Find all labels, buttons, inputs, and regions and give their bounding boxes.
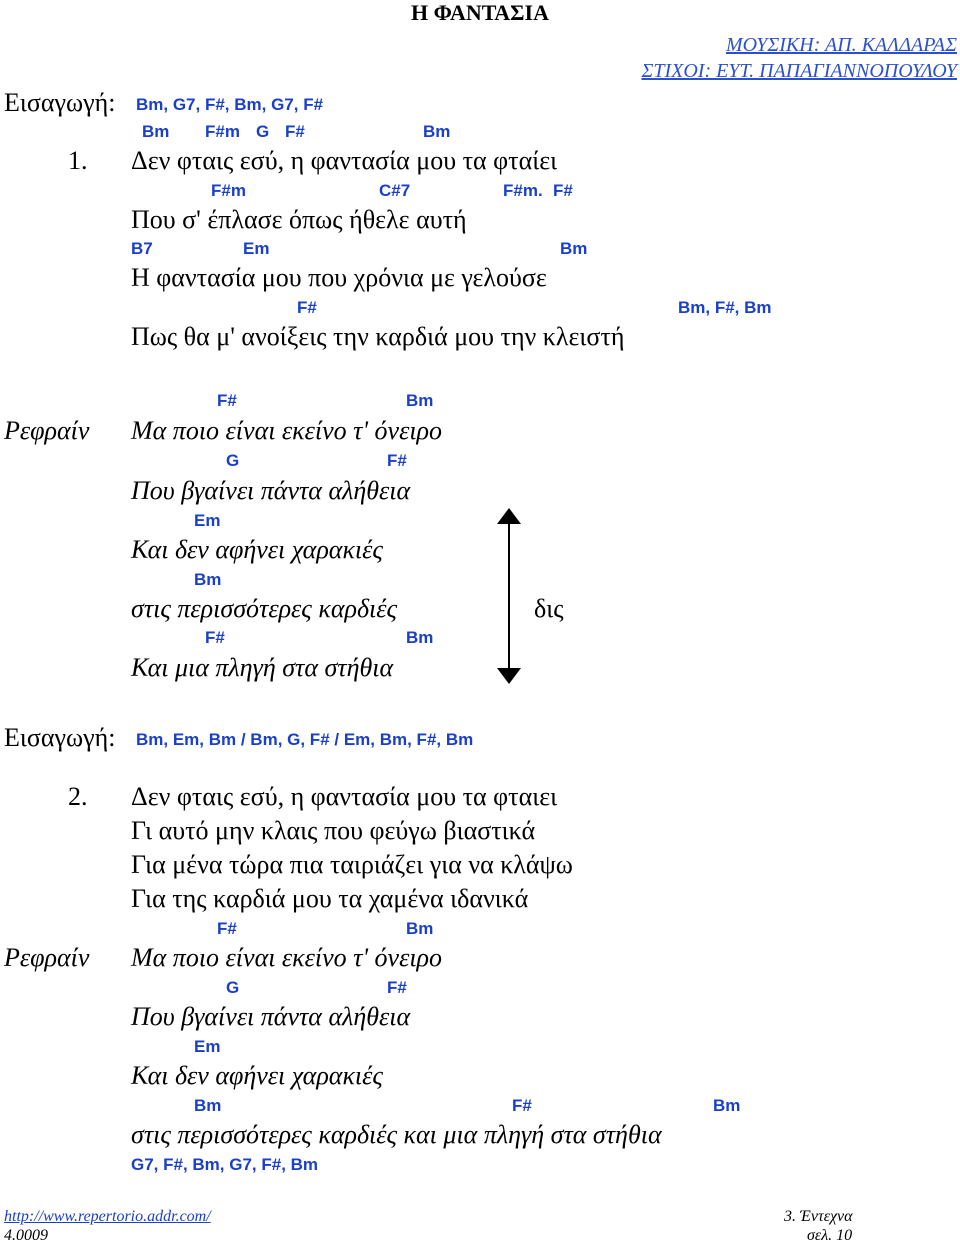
lyric-line: Και δεν αφήνει χαρακιές [131, 535, 383, 564]
song-title: Η ΦΑΝΤΑΣΙΑ [411, 0, 549, 25]
chord: Bm [406, 628, 434, 647]
chord: Bm [406, 919, 434, 938]
repeat-arrow-icon [494, 508, 524, 684]
intro-chords: Bm, G7, F#, Bm, G7, F# [136, 95, 324, 114]
lyric-line: Γι αυτό μην κλαις που φεύγω βιαστικά [131, 816, 536, 845]
lyric-line: Πως θα μ' ανοίξεις την καρδιά μου την κλειστή [131, 322, 625, 351]
intro-label: Εισαγωγή: [4, 723, 116, 752]
version: 4.0009 [4, 1227, 48, 1244]
website-link[interactable]: http://www.repertorio.addr.com/ [4, 1208, 211, 1225]
lyric-line: Δεν φταις εσύ, η φαντασία μου τα φταίει [131, 146, 558, 175]
chord: F#m. [503, 181, 543, 200]
lyric-line: στις περισσότερες καρδιές [131, 594, 398, 623]
lyric-line: Μα ποιο είναι εκείνο τ' όνειρο [131, 416, 443, 445]
chord: F# [217, 919, 237, 938]
lyric-line: Η φαντασία μου που χρόνια με γελούσε [131, 263, 547, 292]
lyric-line: Μα ποιο είναι εκείνο τ' όνειρο [131, 943, 443, 972]
chord: G [256, 122, 270, 141]
chord: F# [512, 1096, 532, 1115]
chord: G [226, 451, 240, 470]
verse-number: 1. [68, 146, 88, 175]
lyric-line: Που σ' έπλασε όπως ήθελε αυτή [131, 205, 467, 234]
music-credit: ΜΟΥΣΙΚΗ: ΑΠ. ΚΑΛΔΑΡΑΣ [725, 34, 957, 56]
chord: F# [553, 181, 573, 200]
lyric-line: Που βγαίνει πάντα αλήθεια [131, 476, 411, 505]
lyric-line: Και δεν αφήνει χαρακιές [131, 1061, 383, 1090]
chord: F# [387, 978, 407, 997]
chord: Bm [560, 239, 588, 258]
chord: Bm [194, 570, 222, 589]
refrain-label: Ρεφραίν [4, 943, 90, 972]
outro-chords: G7, F#, Bm, G7, F#, Bm [131, 1155, 319, 1174]
chord: F# [205, 628, 225, 647]
lyric-line: Για της καρδιά μου τα χαμένα ιδανικά [131, 884, 529, 913]
chord: Bm [406, 391, 434, 410]
repeat-label: δις [534, 594, 564, 623]
chord: Bm [423, 122, 451, 141]
lyric-line: Και μια πληγή στα στήθια [131, 653, 394, 682]
category: 3. Έντεχνα [784, 1208, 853, 1225]
refrain-label: Ρεφραίν [4, 416, 90, 445]
chord: F# [285, 122, 305, 141]
verse-number: 2. [68, 782, 88, 811]
chord: Bm [142, 122, 170, 141]
chord: F# [297, 298, 317, 317]
chord: B7 [131, 239, 153, 258]
intro-label: Εισαγωγή: [4, 88, 116, 117]
chord: F# [387, 451, 407, 470]
chord: Bm [194, 1096, 222, 1115]
intro-chords: Bm, Em, Bm / Bm, G, F# / Em, Bm, F#, Bm [136, 730, 474, 749]
chord: Em [194, 511, 221, 530]
lyric-line: Που βγαίνει πάντα αλήθεια [131, 1002, 411, 1031]
chord: F#m [211, 181, 246, 200]
lyric-line: Δεν φταις εσύ, η φαντασία μου τα φταιει [131, 782, 558, 811]
lyric-line: στις περισσότερες καρδιές και μια πληγή στα στήθια [131, 1120, 662, 1149]
chord: G [226, 978, 240, 997]
page-number: σελ. 10 [807, 1227, 853, 1244]
chord: Bm, F#, Bm [678, 298, 772, 317]
chord: F#m [205, 122, 240, 141]
chord: C#7 [379, 181, 411, 200]
chord: Em [243, 239, 270, 258]
lyrics-credit: ΣΤΙΧΟΙ: ΕΥΤ. ΠΑΠΑΓΙΑΝΝΟΠΟΥΛΟΥ [641, 60, 957, 82]
lyric-line: Για μένα τώρα πια ταιριάζει για να κλάψω [131, 850, 573, 879]
chord: Bm [713, 1096, 741, 1115]
chord: Em [194, 1037, 221, 1056]
chord: F# [217, 391, 237, 410]
